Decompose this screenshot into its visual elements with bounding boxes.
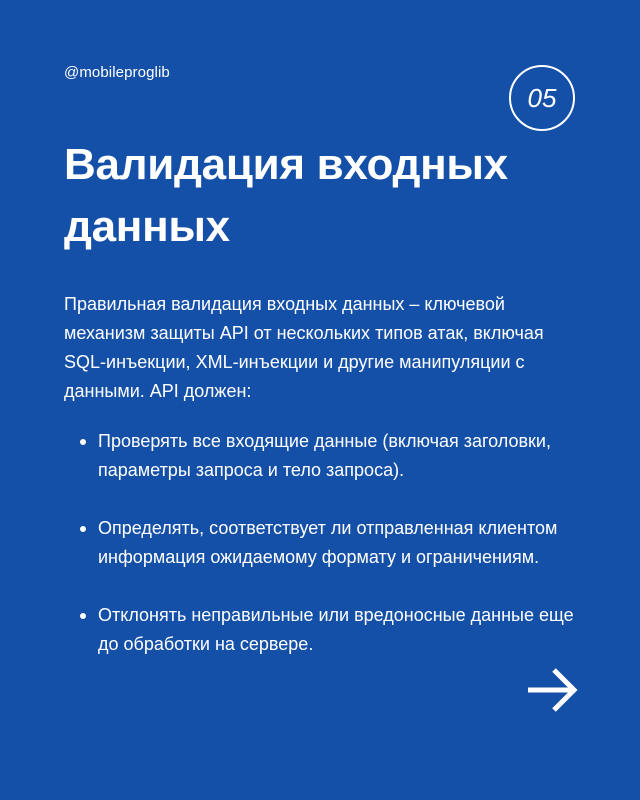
bullet-dot-icon [80, 526, 86, 532]
account-handle: @mobileproglib [64, 64, 170, 81]
next-slide-button[interactable] [524, 664, 580, 716]
list-item-text: Проверять все входящие данные (включая заголовки, параметры запроса и тело запроса). [98, 431, 551, 480]
bullet-dot-icon [80, 439, 86, 445]
list-item-text: Определять, соответствует ли отправленная клиентом информация ожидаемому формату и ограничениям. [98, 518, 558, 567]
list-item [64, 427, 584, 485]
list-item [64, 514, 584, 572]
intro-paragraph: Правильная валидация входных данных – ключевой механизм защиты API от нескольких типов атак, включая SQL-инъекции, XML-инъекции и другие манипуляции с данными. API должен: [64, 294, 544, 401]
page-number-badge [509, 65, 575, 131]
list-item-text: Отклонять неправильные или вредоносные данные еще до обработки на сервере. [98, 605, 574, 654]
list-item [64, 601, 584, 659]
requirements-list [64, 427, 584, 688]
page-number: 05 [527, 82, 557, 113]
arrow-right-icon [524, 664, 580, 716]
page-title: Валидация входных данных [64, 140, 508, 251]
bullet-dot-icon [80, 613, 86, 619]
